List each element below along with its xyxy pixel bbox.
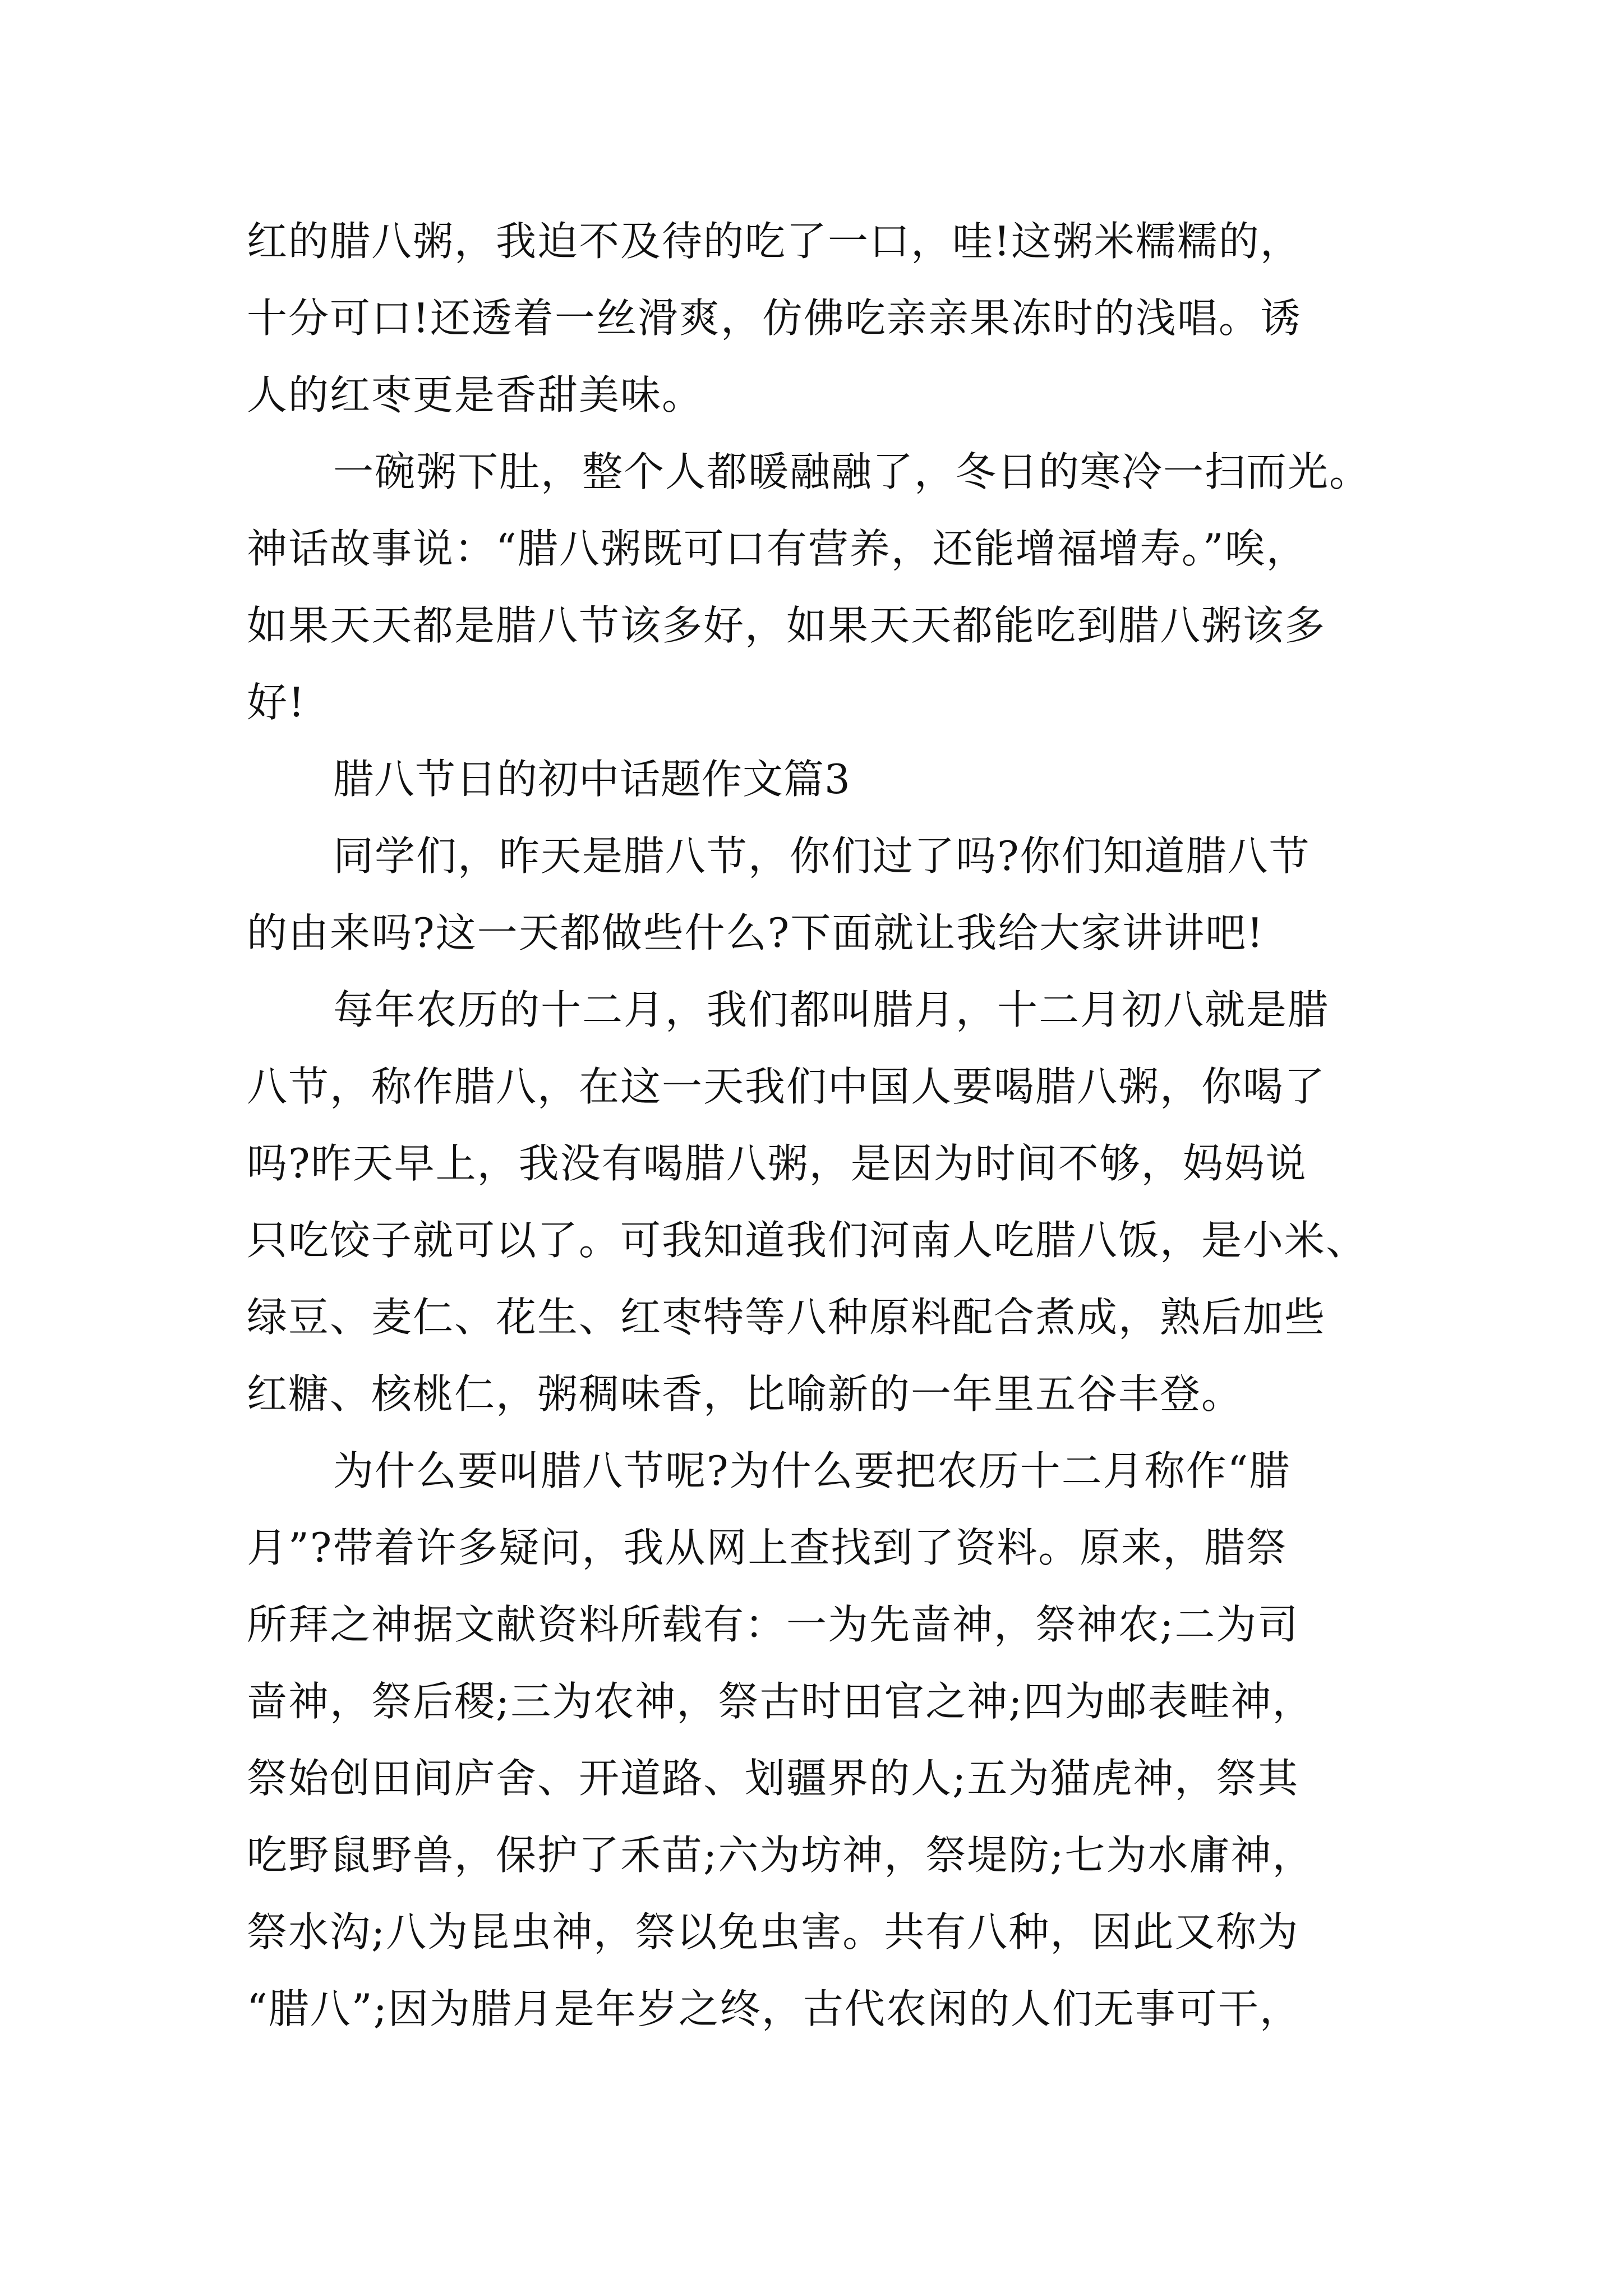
text-line: 月”?带着许多疑问，我从网上查找到了资料。原来，腊祭	[247, 1524, 1288, 1571]
text-line: 十分可口!还透着一丝滑爽，仿佛吃亲亲果冻时的浅唱。诱	[247, 295, 1302, 342]
text-line: 所拜之神据文献资料所载有：一为先啬神，祭神农;二为司	[247, 1601, 1299, 1648]
text-line: 啬神，祭后稷;三为农神，祭古时田官之神;四为邮表畦神，	[247, 1678, 1314, 1725]
text-line: 吃野鼠野兽，保护了禾苗;六为坊神，祭堤防;七为水庸神，	[247, 1832, 1314, 1879]
text-line: 每年农历的十二月，我们都叫腊月，十二月初八就是腊	[333, 986, 1330, 1033]
text-line: 绿豆、麦仁、花生、红枣特等八种原料配合煮成，熟后加些	[247, 1294, 1326, 1341]
text-line: 同学们，昨天是腊八节，你们过了吗?你们知道腊八节	[333, 832, 1311, 880]
text-line: 只吃饺子就可以了。可我知道我们河南人吃腊八饭，是小米、	[247, 1217, 1368, 1264]
text-line: 的由来吗?这一天都做些什么?下面就让我给大家讲讲吧!	[247, 909, 1265, 956]
text-line: 好!	[247, 679, 306, 726]
text-line: 一碗粥下肚，整个人都暖融融了，冬日的寒冷一扫而光。	[333, 448, 1371, 495]
text-line: 人的红枣更是香甜美味。	[247, 371, 704, 418]
text-line: 红糖、核桃仁，粥稠味香，比喻新的一年里五谷丰登。	[247, 1370, 1243, 1418]
text-line: 红的腊八粥，我迫不及待的吃了一口，哇!这粥米糯糯的，	[247, 218, 1302, 265]
text-line: 祭始创田间庐舍、开道路、划疆界的人;五为猫虎神，祭其	[247, 1755, 1299, 1802]
section-title: 腊八节日的初中话题作文篇3	[333, 756, 851, 803]
text-line: “腊八”;因为腊月是年岁之终，古代农闲的人们无事可干，	[247, 1985, 1301, 2032]
text-line: 吗?昨天早上，我没有喝腊八粥，是因为时间不够，妈妈说	[247, 1140, 1307, 1187]
document-body	[247, 203, 1391, 2047]
text-line: 八节，称作腊八，在这一天我们中国人要喝腊八粥，你喝了	[247, 1063, 1326, 1110]
text-line: 神话故事说：“腊八粥既可口有营养，还能增福增寿。”唉，	[247, 525, 1308, 572]
text-line: 为什么要叫腊八节呢?为什么要把农历十二月称作“腊	[333, 1447, 1291, 1494]
text-line: 如果天天都是腊八节该多好，如果天天都能吃到腊八粥该多	[247, 602, 1326, 649]
text-line: 祭水沟;八为昆虫神，祭以免虫害。共有八种，因此又称为	[247, 1908, 1299, 1955]
